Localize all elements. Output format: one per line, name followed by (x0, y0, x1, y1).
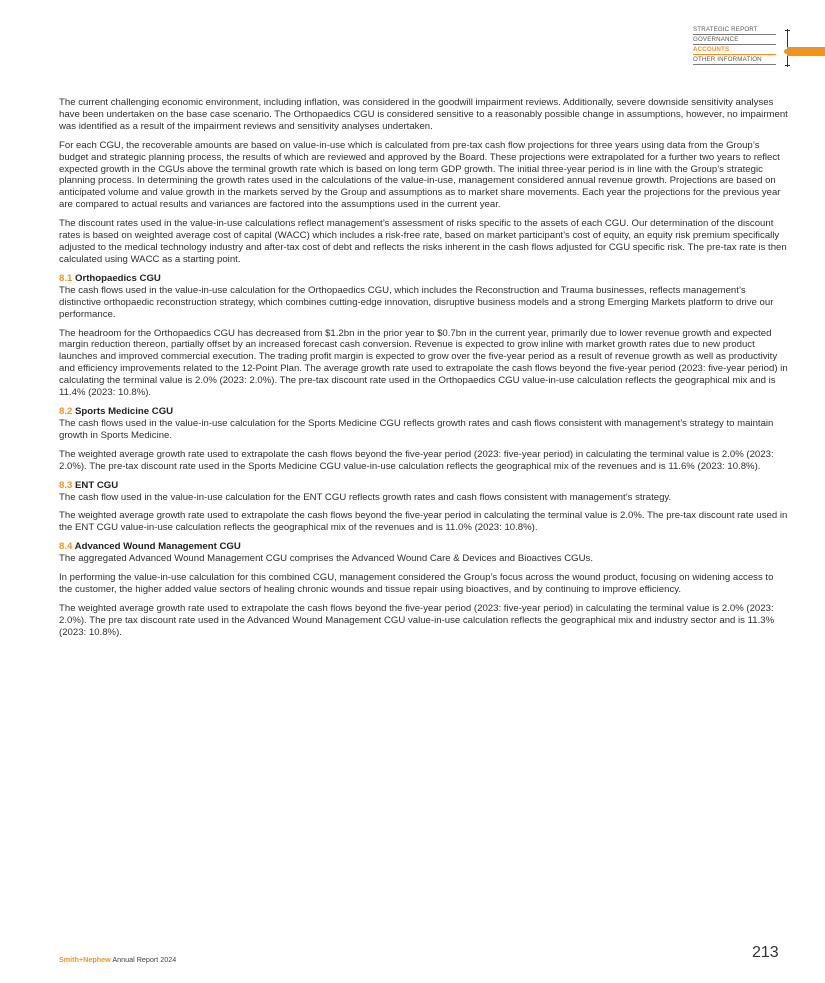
section-title: Orthopaedics CGU (75, 272, 161, 284)
intro-paragraph: The current challenging economic environment, including inflation, was considered in the goodwill impairment reviews. Additionally, severe downside sensitivity analyses have been undertaken on the base case scenario. The Orthopaedics CGU is considered sensitive to a reasonably possible change in assumptions, however, no impairment was identified as a result of the impairment reviews and sensitivity analyses undertaken. (59, 97, 788, 132)
brand-name: Smith+Nephew (59, 955, 111, 964)
nav-tick-bottom (785, 65, 790, 66)
section-title: Advanced Wound Management CGU (74, 541, 241, 553)
nav-active-marker (787, 47, 825, 56)
section-paragraph: The cash flows used in the value-in-use calculation for the Orthopaedics CGU, which includes the Reconstruction and Trauma businesses, reflects management’s distinctive orthopaedic reconstruction strategy, which combines cutting-edge innovation, disruptive business models and a strong Emerging Markets platform to drive our performance. (59, 284, 774, 320)
section-paragraph: The weighted average growth rate used to extrapolate the cash flows beyond the five-year period in calculating the terminal value is 2.0%. The pre-tax discount rate used in the ENT CGU value-in-use calculation reflects the geographical mix of the revenues and is 11.0% (2023: 10.8%). (59, 510, 788, 534)
section-heading-sports-medicine (59, 406, 789, 418)
section-paragraph: In performing the value-in-use calculation for this combined CGU, management considered the Group’s focus across the wound product, focusing on widening access to the customer, the higher added value sectors of healing chronic wounds and tissue repair using bioactives, and by continuing to improve efficiency. (59, 572, 774, 596)
section-heading-ent (59, 480, 789, 492)
section-paragraph: The weighted average growth rate used to extrapolate the cash flows beyond the five-year period (2023: five-year period) in calculating the terminal value is 2.0% (2023: 2.0%). The pre-tax discount rate used in the Sports Medicine CGU value-in-use calculation reflects the geographical mix of the revenues and is 11.6% (2023: 10.8%). (59, 448, 774, 472)
section-title: Sports Medicine CGU (75, 405, 174, 417)
section-nav (693, 26, 825, 70)
section-paragraph: The weighted average growth rate used to extrapolate the cash flows beyond the five-year period (2023: five-year period) in calculating the terminal value is 2.0% (2023: 2.0%). The pre tax discount rate used in the Advanced Wound Management CGU value-in-use calculation reflects the geographical mix and industry sector and is 11.3% (2023: 10.8%). (59, 603, 775, 638)
section-number: 8.2 (59, 405, 73, 417)
section-title: ENT CGU (75, 479, 119, 491)
intro-paragraph: For each CGU, the recoverable amounts are based on value-in-use which is calculated from pre-tax cash flow projections for three years using data from the Group’s budget and strategic planning process, the results of which are reviewed and approved by the Board. These projections were extrapolated for a further two years to reflect expected growth in the CGUs above the terminal growth rate which is based on long term GDP growth. The initial three-year period is in line with the Group’s strategic planning process. In determining the growth rates used in the calculations of the value-in-use, management considered annual revenue growth. Projections are based on anticipated volume and value growth in the markets served by the Group and assumptions as to market share movements. Each year the projections for the previous year are compared to actual results and variances are factored into the assumptions used in the current year. (59, 139, 781, 211)
page-number: 213 (752, 944, 779, 961)
footer-brand (59, 955, 176, 964)
nav-item-other-information[interactable]: OTHER INFORMATION (693, 56, 776, 65)
intro-paragraph: The discount rates used in the value-in-use calculations reflect management’s assessment of risks specific to the assets of each CGU. Our determination of the discount rates is based on weighted average cost of capital (WACC) which includes a risk-free rate, based on market participant’s cost of equity, an equity risk premium specifically adjusted to the medical technology industry and after-tax cost of debt and reflects the risks inherent in the cash flows adjusted for CGU specific risk. The pre-tax rate is then calculated using WACC as a starting point. (59, 218, 787, 265)
section-number: 8.4 (59, 541, 73, 553)
section-paragraph: The headroom for the Orthopaedics CGU has decreased from $1.2bn in the prior year to $0.7bn in the current year, primarily due to lower revenue growth and expected margin reduction thereon, partially offset by an increased forecast cash conversion. Revenue is expected to grow inline with market growth rates due to new product launches and improved commercial execution. The trading profit margin is expected to grow over the five-year period as a result of revenue growth as well as productivity and efficiency improvements related to the 12-Point Plan. The average growth rate used to extrapolate the cash flows beyond the five-year period (2023: five-year period) in calculating the terminal value is 2.0% (2023: 2.0%). The pre-tax discount rate used in the Orthopaedics CGU value-in-use calculation reflects the geographical mix and is 11.4% (2023: 10.8%). (59, 327, 788, 399)
nav-active-dot (784, 49, 789, 54)
nav-tick-top (785, 30, 790, 31)
section-heading-orthopaedics (59, 273, 789, 285)
section-heading-advanced-wound-management (59, 541, 789, 553)
page-content (59, 97, 789, 646)
section-paragraph: The cash flow used in the value-in-use calculation for the ENT CGU reflects growth rates and cash flows consistent with management’s strategy. (59, 491, 672, 503)
nav-item-strategic-report[interactable]: STRATEGIC REPORT (693, 26, 776, 35)
section-paragraph: The aggregated Advanced Wound Management CGU comprises the Advanced Wound Care & Devices and Bioactives CGUs. (59, 553, 593, 565)
section-number: 8.1 (59, 272, 73, 284)
section-number: 8.3 (59, 479, 73, 491)
report-title: Annual Report 2024 (112, 955, 177, 964)
nav-item-governance[interactable]: GOVERNANCE (693, 36, 776, 45)
nav-item-accounts[interactable]: ACCOUNTS (693, 46, 776, 55)
section-paragraph: The cash flows used in the value-in-use calculation for the Sports Medicine CGU reflects growth rates and cash flows consistent with management’s strategy to maintain growth in Sports Medicine. (59, 417, 774, 441)
